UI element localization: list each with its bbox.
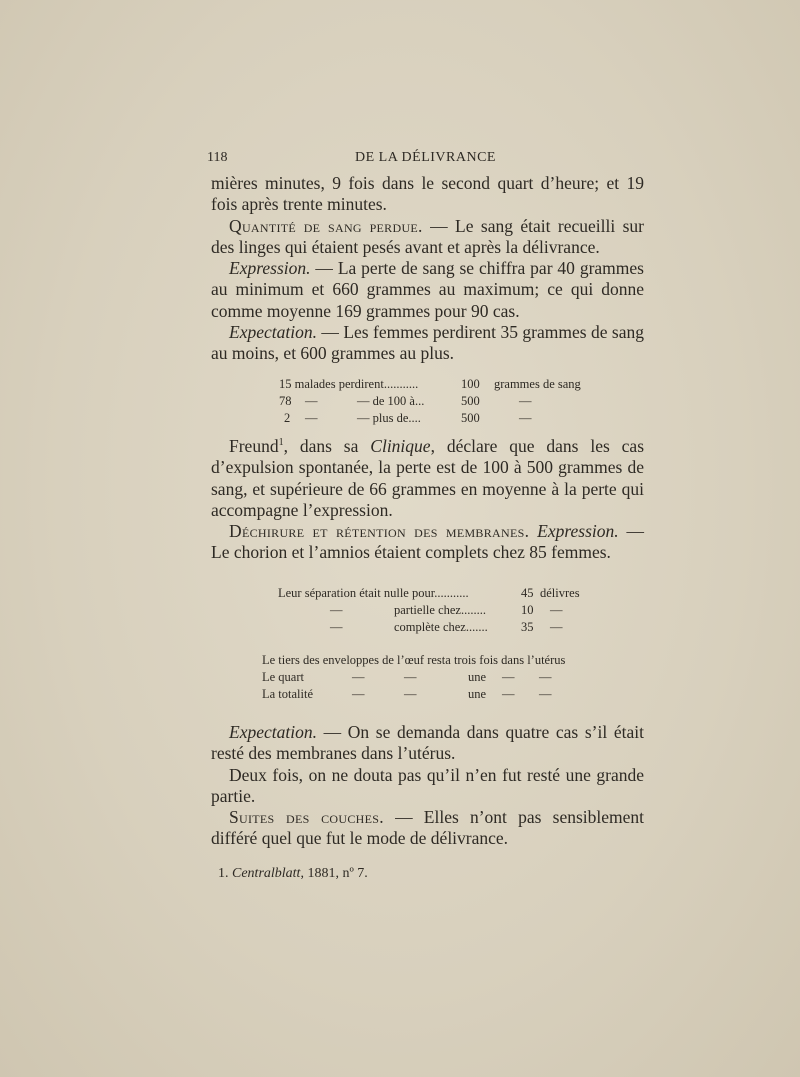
section-label: Expression. xyxy=(537,521,619,542)
table-cell: — xyxy=(305,394,318,408)
paragraph-expression xyxy=(211,258,644,322)
table-cell: — xyxy=(352,687,365,701)
section-label: Expression. xyxy=(229,258,311,279)
paragraph-text: — La perte de sang se chiffra par 40 grammes au minimum et 660 grammes au maximum; ce qui donne comme moyenne 169 grammes pour 90 cas. xyxy=(211,258,644,321)
table-cell: 500 xyxy=(461,411,480,425)
table-cell: — xyxy=(550,603,563,617)
table-cell: — xyxy=(502,670,515,684)
table-cell: — plus de.... xyxy=(357,411,421,425)
table-cell: complète chez....... xyxy=(394,620,488,634)
table-cell: Le tiers des enveloppes de l’œuf resta trois fois dans l’utérus xyxy=(262,653,566,667)
table-cell: 15 malades perdirent........... xyxy=(279,377,419,391)
page-number: 118 xyxy=(207,150,228,165)
book-title: Clinique xyxy=(370,436,431,456)
paragraph-text: Freund xyxy=(229,436,279,456)
table-row xyxy=(262,686,602,703)
table-cell: Leur séparation était nulle pour........... xyxy=(278,586,469,600)
table-cell: — xyxy=(502,687,515,701)
table-cell: — xyxy=(404,687,417,701)
paragraph-two-times: Deux fois, on ne douta pas qu’il n’en fut resté une grande partie. xyxy=(211,764,644,806)
paragraph-text: — Elles n’ont pas sensiblement différé quel que fut le mode de délivrance. xyxy=(211,807,645,849)
paragraph-expectation xyxy=(211,322,644,365)
text-block-3 xyxy=(211,722,644,850)
paragraph-expectation-membranes xyxy=(211,722,644,765)
journal-title: Centralblatt xyxy=(232,866,301,881)
table-cell: — de 100 à... xyxy=(357,394,425,408)
running-title: DE LA DÉLIVRANCE xyxy=(355,150,496,165)
paragraph-text: — Le chorion et l’amnios étaient complets chez 85 femmes. xyxy=(211,521,645,563)
table-cell: 45 xyxy=(521,586,534,600)
table-cell: une xyxy=(468,670,487,684)
paragraph-continuation: mières minutes, 9 fois dans le second quart d’heure; et 19 fois après trente minutes. xyxy=(211,173,644,215)
table-cell: 100 xyxy=(461,377,480,391)
text-block-2 xyxy=(211,436,644,564)
table-row xyxy=(278,602,598,619)
section-label: Quantité de sang perdue. xyxy=(229,215,423,236)
table-cell: 2 xyxy=(284,411,291,425)
table-cell: — xyxy=(330,603,343,617)
paragraph-membranes xyxy=(211,521,644,564)
paragraph-freund xyxy=(211,436,644,521)
table-cell: La totalité xyxy=(262,687,314,701)
table-cell: — xyxy=(305,411,318,425)
table-row xyxy=(262,652,602,669)
footnote-text: , 1881, nº 7. xyxy=(300,866,368,881)
paragraph-text: — On se demanda dans quatre cas s’il était resté des membranes dans l’utérus. xyxy=(211,722,644,764)
table-row xyxy=(262,669,602,686)
table-envelopes xyxy=(262,652,602,703)
section-label: Déchirure et rétention des membranes. xyxy=(229,521,530,542)
table-cell: partielle chez........ xyxy=(394,603,486,617)
table-cell: — xyxy=(539,687,552,701)
section-label: Suites des couches. xyxy=(229,807,384,828)
table-cell: — xyxy=(539,670,552,684)
section-label: Expectation. xyxy=(229,722,317,742)
table-cell: délivres xyxy=(540,586,580,600)
table-cell: Le quart xyxy=(262,670,304,684)
table-cell: — xyxy=(550,620,563,634)
table-cell: 500 xyxy=(461,394,480,408)
text-block-1 xyxy=(211,173,644,365)
footnote-ref: 1 xyxy=(278,437,284,449)
section-label: Expectation. xyxy=(229,322,317,343)
paragraph-text: , dans sa xyxy=(283,436,371,456)
table-cell: — xyxy=(330,620,343,634)
table-cell: — xyxy=(519,394,532,408)
table-row xyxy=(278,585,598,602)
paragraph-blood-loss xyxy=(211,216,644,259)
footnote-number: 1. xyxy=(218,866,229,881)
footnote xyxy=(218,866,368,882)
table-cell: — xyxy=(519,411,532,425)
table-cell: grammes de sang xyxy=(494,377,581,391)
table-cell: 35 xyxy=(521,620,534,634)
table-cell: une xyxy=(468,687,487,701)
page-header xyxy=(207,150,644,172)
paragraph-text: , déclare que dans les cas d’expulsion spontanée, la perte est de 100 à 500 grammes de sang, et supérieure de 66 grammes en moyenne à la perte qui accompagne l’expression. xyxy=(211,436,645,520)
table-cell: 78 xyxy=(279,394,292,408)
table-cell: — xyxy=(352,670,365,684)
table-separation xyxy=(278,585,598,636)
paragraph-postpartum xyxy=(211,807,644,850)
paragraph-text: — Le sang était recueilli sur des linges qui étaient pesés avant et après la délivrance. xyxy=(211,215,644,257)
paragraph-text: — Les femmes perdirent 35 grammes de sang au moins, et 600 grammes au plus. xyxy=(211,322,644,364)
table-cell: — xyxy=(404,670,417,684)
table-cell: 10 xyxy=(521,603,534,617)
table-row xyxy=(278,619,598,636)
